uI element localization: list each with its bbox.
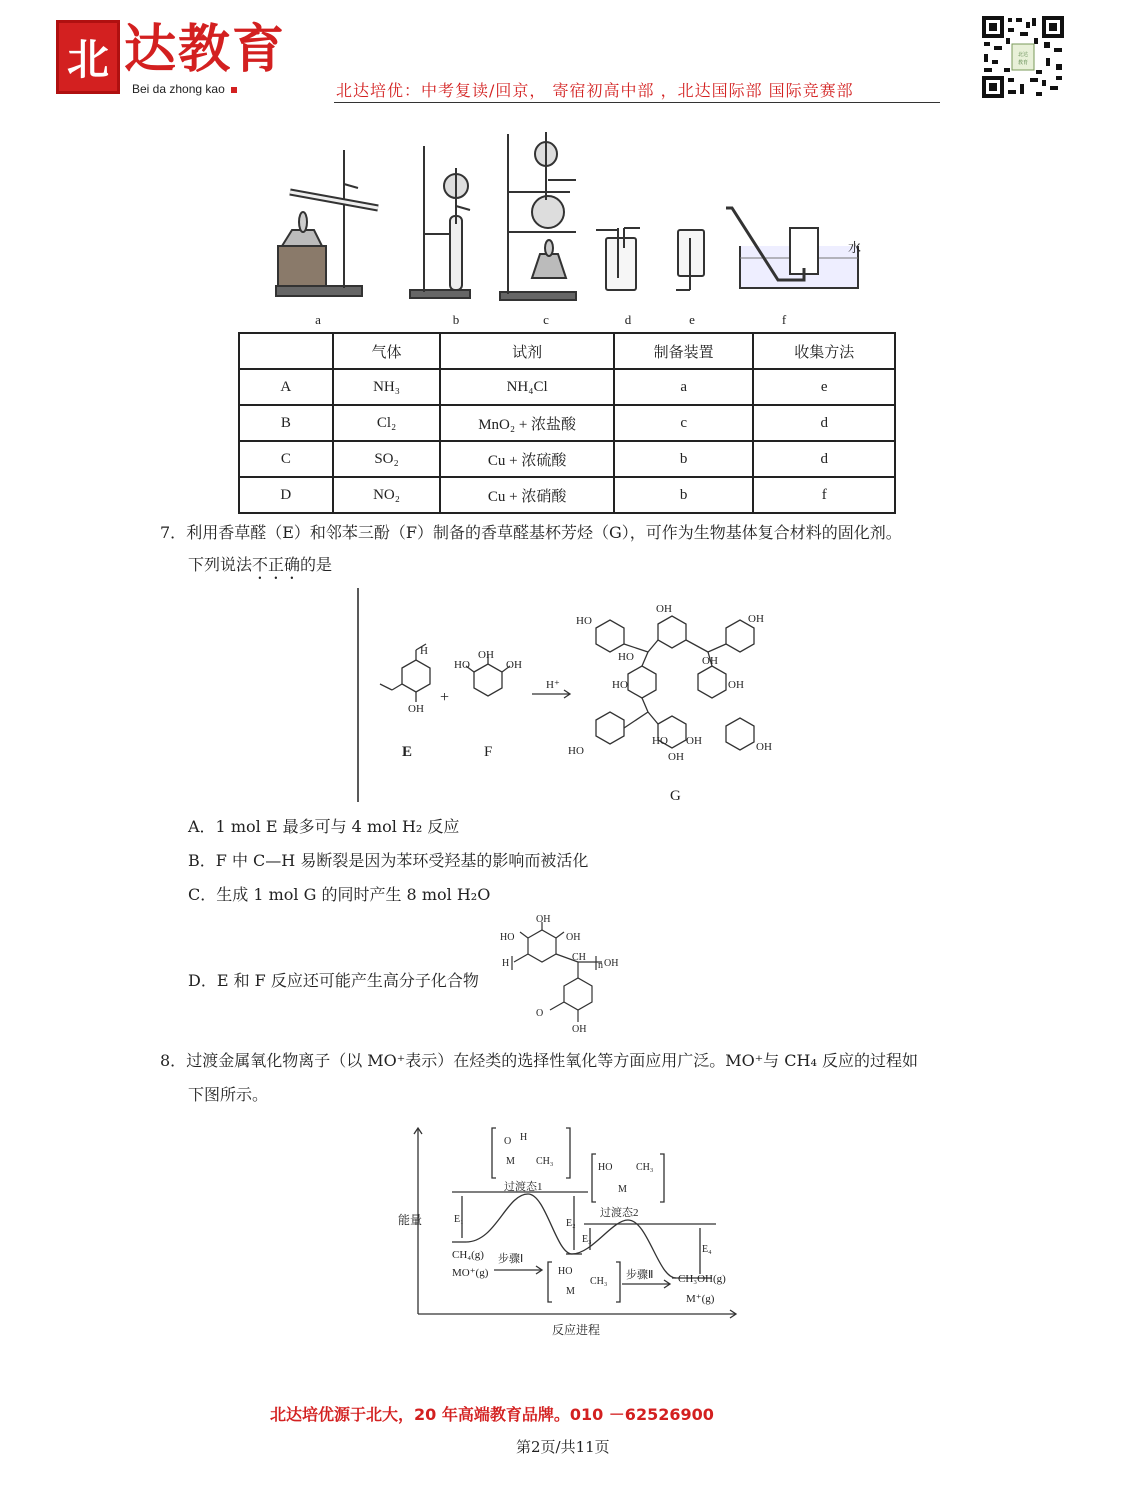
apparatus-label-e: e <box>689 312 695 327</box>
table-cell: C <box>239 441 333 477</box>
table-cell: B <box>239 405 333 441</box>
ts1-label: 过渡态1 <box>504 1181 543 1193</box>
ts2-label: 过渡态2 <box>600 1207 639 1219</box>
reactant1-label: CH₄(g) <box>452 1249 484 1261</box>
q8-line1: 8．过渡金属氧化物离子（以 MO⁺表示）在烃类的选择性氧化等方面应用广泛。MO⁺与 CH₄ 反应的过程如 <box>160 1051 918 1070</box>
step2-label: 步骤Ⅱ <box>626 1269 654 1281</box>
table-cell: MnO₂ + 浓盐酸 <box>440 405 614 441</box>
svg-text:OH: OH <box>536 914 551 925</box>
logo-subtitle: Bei da zhong kao <box>132 82 237 96</box>
label-G: G <box>670 788 681 804</box>
table-cell: SO₂ <box>333 441 441 477</box>
e2-label: E₂ <box>566 1218 576 1229</box>
q7-option-d: D．E 和 F 反应还可能产生高分子化合物 <box>188 971 479 990</box>
table-cell: d <box>753 405 895 441</box>
logo-text: 达教育 <box>124 19 287 80</box>
svg-text:教育: 教育 <box>1017 61 1029 66</box>
svg-text:HO: HO <box>454 659 470 671</box>
table-cell: Cu + 浓硝酸 <box>440 477 614 513</box>
apparatus-water-label: 水 <box>848 240 862 255</box>
table-header-cell: 试剂 <box>440 333 614 369</box>
table-cell: NH₄Cl <box>440 369 614 405</box>
svg-text:H: H <box>420 645 428 657</box>
svg-text:O: O <box>536 1008 544 1019</box>
table-cell: d <box>753 441 895 477</box>
table-cell: e <box>753 369 895 405</box>
svg-text:H: H <box>502 958 510 969</box>
svg-text:HO: HO <box>598 1162 613 1173</box>
table-header-row <box>239 333 895 369</box>
product2-label: M⁺(g) <box>686 1293 715 1305</box>
catalyst-label: H⁺ <box>546 679 560 691</box>
svg-text:CH₃: CH₃ <box>636 1162 654 1173</box>
svg-text:OH: OH <box>728 679 744 691</box>
apparatus-a <box>276 150 378 296</box>
svg-text:HO: HO <box>500 932 515 943</box>
q7-line1: 7．利用香草醛（E）和邻苯三酚（F）制备的香草醛基杯芳烃（G），可作为生物基体复合材料的固化剂。 <box>160 523 902 542</box>
apparatus-figure <box>270 128 870 328</box>
emphasis-text: 不正确 <box>252 555 301 574</box>
svg-text:OH: OH <box>566 932 581 943</box>
q7-option-b: B．F 中 C—H 易断裂是因为苯环受羟基的影响而被活化 <box>188 851 589 870</box>
energy-diagram <box>396 1124 748 1344</box>
svg-text:HO: HO <box>618 651 634 663</box>
q7-reaction-scheme <box>356 588 786 808</box>
e1-label: E₁ <box>454 1214 464 1225</box>
table-header-cell <box>239 333 333 369</box>
q7-option-a: A．1 mol E 最多可与 4 mol H₂ 反应 <box>188 817 460 836</box>
energy-ylabel: 能量 <box>398 1213 423 1227</box>
svg-text:M: M <box>618 1184 627 1195</box>
apparatus-label-d: d <box>624 312 632 327</box>
table-cell: Cl₂ <box>333 405 441 441</box>
table-cell: b <box>614 441 754 477</box>
plus-sign: + <box>440 689 450 706</box>
svg-text:HO: HO <box>612 679 628 691</box>
svg-text:HO: HO <box>652 735 668 747</box>
table-header-cell: 收集方法 <box>753 333 895 369</box>
reactant2-label: MO⁺(g) <box>452 1267 489 1279</box>
apparatus-label-c: c <box>543 312 549 327</box>
table-row <box>239 405 895 441</box>
table-header-cell: 气体 <box>333 333 441 369</box>
svg-text:OH: OH <box>604 958 619 969</box>
product1-label: CH₃OH(g) <box>678 1273 726 1285</box>
e4-label: E₄ <box>702 1244 712 1255</box>
svg-text:OH: OH <box>748 613 764 625</box>
energy-xlabel: 反应进程 <box>552 1323 601 1337</box>
gas-preparation-table <box>238 332 896 514</box>
apparatus-e <box>676 230 704 290</box>
table-cell: NH₃ <box>333 369 441 405</box>
page-number: 第2页/共11页 <box>516 1438 610 1456</box>
svg-text:M: M <box>506 1156 515 1167</box>
apparatus-d <box>596 228 640 290</box>
svg-text:H: H <box>520 1132 528 1143</box>
apparatus-c <box>500 132 576 300</box>
svg-text:OH: OH <box>408 703 424 715</box>
table-cell: c <box>614 405 754 441</box>
qr-code-icon <box>980 14 1066 100</box>
table-cell: D <box>239 477 333 513</box>
e3-label: E₃ <box>582 1234 592 1245</box>
header-tagline: 北达培优：中考复读/回京， 寄宿初高中部 ，北达国际部 国际竞赛部 <box>336 81 854 100</box>
table-cell: A <box>239 369 333 405</box>
svg-text:HO: HO <box>568 745 584 757</box>
apparatus-label-a: a <box>315 312 321 327</box>
apparatus-label-b: b <box>452 312 460 327</box>
q7-line2: 下列说法不正确的是 <box>188 555 333 574</box>
step1-label: 步骤Ⅰ <box>498 1253 524 1265</box>
svg-text:HO: HO <box>576 615 592 627</box>
svg-text:OH: OH <box>668 751 684 763</box>
apparatus-b <box>410 146 470 298</box>
table-header-cell: 制备装置 <box>614 333 754 369</box>
table-row <box>239 369 895 405</box>
table-cell: b <box>614 477 754 513</box>
svg-text:北达: 北达 <box>1017 53 1029 58</box>
svg-text:OH: OH <box>656 603 672 615</box>
label-E: E <box>402 744 413 760</box>
header-divider <box>334 102 940 103</box>
svg-text:CH₃: CH₃ <box>590 1276 608 1287</box>
svg-text:HO: HO <box>558 1266 573 1277</box>
q8-line2: 下图所示。 <box>188 1085 269 1104</box>
table-cell: Cu + 浓硫酸 <box>440 441 614 477</box>
table-cell: NO₂ <box>333 477 441 513</box>
svg-text:OH: OH <box>756 741 772 753</box>
footer-brand: 北达培优源于北大，20 年高端教育品牌。010 －62526900 <box>270 1405 714 1424</box>
svg-text:CH: CH <box>572 952 586 963</box>
logo-mark: 北 <box>56 20 120 94</box>
table-row <box>239 477 895 513</box>
svg-text:M: M <box>566 1286 575 1297</box>
table-row <box>239 441 895 477</box>
polymer-structure <box>498 912 628 1038</box>
svg-text:OH: OH <box>702 655 718 667</box>
apparatus-f <box>726 208 858 288</box>
svg-text:OH: OH <box>478 649 494 661</box>
svg-text:CH₃: CH₃ <box>536 1156 554 1167</box>
q7-option-c: C．生成 1 mol G 的同时产生 8 mol H₂O <box>188 885 491 904</box>
svg-text:O: O <box>504 1136 512 1147</box>
table-cell: a <box>614 369 754 405</box>
table-cell: f <box>753 477 895 513</box>
svg-text:OH: OH <box>506 659 522 671</box>
svg-text:OH: OH <box>686 735 702 747</box>
svg-text:n: n <box>598 960 603 971</box>
apparatus-label-f: f <box>781 312 787 327</box>
svg-text:OH: OH <box>572 1024 587 1035</box>
label-F: F <box>484 744 493 760</box>
